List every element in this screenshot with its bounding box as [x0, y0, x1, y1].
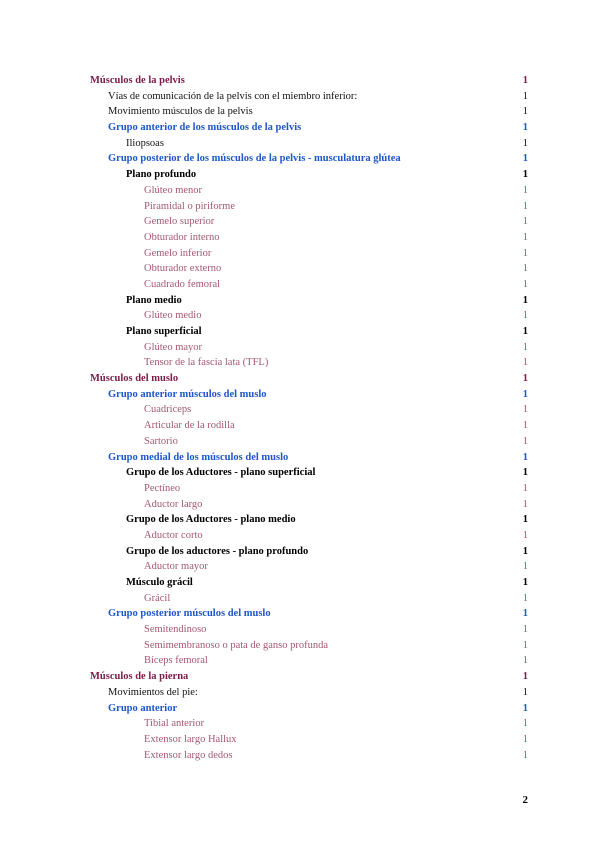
toc-entry-title: Músculos de la pierna — [90, 671, 189, 683]
toc-entry-page: 1 — [522, 200, 528, 212]
toc-entry-title: Articular de la rodilla — [144, 420, 235, 432]
toc-entry-page: 1 — [522, 451, 528, 463]
toc-entry[interactable] — [0, 716, 600, 732]
toc-entry[interactable] — [0, 544, 600, 560]
toc-entry-page: 1 — [522, 294, 528, 306]
toc-entry-page: 1 — [522, 545, 528, 557]
toc-entry[interactable] — [0, 559, 600, 575]
toc-entry[interactable] — [0, 528, 600, 544]
toc-entry[interactable] — [0, 481, 600, 497]
toc-entry-page: 1 — [522, 592, 528, 604]
toc-entry-title: Grupo de los Aductores - plano medio — [126, 514, 296, 526]
toc-entry-page: 1 — [522, 373, 528, 385]
toc-entry[interactable] — [0, 434, 600, 450]
toc-entry-page: 1 — [522, 514, 528, 526]
toc-entry[interactable] — [0, 151, 600, 167]
toc-entry[interactable] — [0, 402, 600, 418]
toc-entry-title: Gemelo superior — [144, 216, 215, 228]
toc-entry-title: Movimientos del pie: — [108, 686, 198, 698]
toc-entry-page: 1 — [522, 686, 528, 698]
toc-entry-title: Glúteo menor — [144, 184, 203, 196]
toc-entry[interactable] — [0, 277, 600, 293]
toc-entry-title: Plano medio — [126, 294, 182, 306]
toc-entry-title: Aductor largo — [144, 498, 203, 510]
toc-entry-page: 1 — [522, 184, 528, 196]
toc-entry[interactable] — [0, 748, 600, 764]
toc-entry-title: Pectíneo — [144, 482, 181, 494]
toc-entry-title: Sartorio — [144, 435, 178, 447]
toc-entry-page: 1 — [522, 608, 528, 620]
toc-entry[interactable] — [0, 701, 600, 717]
toc-entry-title: Extensor largo Hallux — [144, 733, 237, 745]
toc-entry-title: Grupo de los aductores - plano profundo — [126, 545, 309, 557]
toc-entry[interactable] — [0, 104, 600, 120]
toc-entry-title: Grupo posterior de los músculos de la pelvis - musculatura glútea — [108, 153, 401, 165]
toc-entry-title: Tensor de la fascia lata (TFL) — [144, 357, 269, 369]
toc-entry[interactable] — [0, 606, 600, 622]
toc-entry[interactable] — [0, 308, 600, 324]
toc-entry-title: Grupo anterior de los músculos de la pelvis — [108, 122, 302, 134]
toc-entry[interactable] — [0, 73, 600, 89]
toc-entry[interactable] — [0, 261, 600, 277]
toc-entry-page: 1 — [522, 749, 528, 761]
toc-entry[interactable] — [0, 622, 600, 638]
toc-entry-title: Obturador externo — [144, 263, 222, 275]
toc-entry[interactable] — [0, 512, 600, 528]
toc-entry[interactable] — [0, 497, 600, 513]
toc-entry[interactable] — [0, 89, 600, 105]
toc-entry-title: Glúteo mayor — [144, 341, 203, 353]
toc-entry-page: 1 — [522, 153, 528, 165]
toc-entry-title: Vías de comunicación de la pelvis con el miembro inferior: — [108, 90, 358, 102]
toc-entry[interactable] — [0, 293, 600, 309]
toc-entry[interactable] — [0, 214, 600, 230]
toc-entry-page: 1 — [522, 278, 528, 290]
toc-entry-page: 1 — [522, 326, 528, 337]
toc-entry[interactable] — [0, 685, 600, 701]
page-number: 2 — [522, 794, 528, 806]
toc-entry-title: Movimiento músculos de la pelvis — [108, 106, 253, 118]
toc-entry-page: 1 — [522, 529, 528, 541]
toc-entry-title: Cuadriceps — [144, 404, 192, 416]
toc-entry-title: Grupo anterior — [108, 702, 178, 714]
toc-entry-page: 1 — [522, 247, 528, 259]
toc-entry[interactable] — [0, 230, 600, 246]
toc-entry-page: 1 — [522, 733, 528, 745]
toc-entry-title: Grupo posterior músculos del muslo — [108, 608, 271, 620]
toc-entry[interactable] — [0, 371, 600, 387]
toc-entry-page: 1 — [522, 106, 528, 118]
toc-entry-title: Glúteo medio — [144, 310, 202, 322]
toc-entry-page: 1 — [522, 169, 528, 181]
toc-entry-page: 1 — [522, 577, 528, 588]
toc-entry-page: 1 — [522, 231, 528, 243]
toc-entry-page: 1 — [522, 310, 528, 322]
toc-entry-title: Músculos del muslo — [90, 373, 179, 385]
toc-entry-title: Cuadrado femoral — [144, 278, 221, 290]
toc-entry[interactable] — [0, 638, 600, 654]
toc-entry-title: Semimembranoso o pata de ganso profunda — [144, 639, 328, 651]
toc-entry-page: 1 — [522, 702, 528, 714]
toc-entry-title: Grácil — [144, 592, 171, 604]
table-of-contents — [0, 73, 600, 763]
toc-entry[interactable] — [0, 324, 600, 340]
toc-entry[interactable] — [0, 167, 600, 183]
toc-entry-title: Bíceps femoral — [144, 655, 208, 667]
toc-entry-title: Iliopsoas — [126, 137, 164, 149]
toc-entry[interactable] — [0, 591, 600, 607]
toc-entry-page: 1 — [522, 122, 528, 134]
toc-entry-page: 1 — [522, 388, 528, 400]
toc-entry-title: Plano superficial — [126, 326, 202, 337]
toc-entry-title: Plano profundo — [126, 169, 197, 181]
toc-entry-page: 1 — [522, 137, 528, 149]
toc-entry-title: Semitendinoso — [144, 624, 207, 636]
toc-entry-title: Obturador interno — [144, 231, 220, 243]
toc-entry-title: Aductor mayor — [144, 561, 208, 573]
toc-entry-page: 1 — [522, 90, 528, 102]
toc-entry-title: Tibial anterior — [144, 718, 204, 730]
toc-entry-page: 1 — [522, 671, 528, 683]
toc-entry-page: 1 — [522, 639, 528, 651]
toc-entry-page: 1 — [522, 404, 528, 416]
toc-entry-title: Grupo anterior músculos del muslo — [108, 388, 267, 400]
toc-entry[interactable] — [0, 732, 600, 748]
toc-entry-page: 1 — [522, 561, 528, 573]
toc-entry[interactable] — [0, 669, 600, 685]
toc-entry[interactable] — [0, 653, 600, 669]
toc-entry-page: 1 — [522, 498, 528, 510]
toc-entry-page: 1 — [522, 216, 528, 228]
toc-entry[interactable] — [0, 120, 600, 136]
toc-entry-title: Músculo grácil — [126, 577, 193, 588]
toc-entry[interactable] — [0, 418, 600, 434]
toc-entry[interactable] — [0, 246, 600, 262]
toc-entry-page: 1 — [522, 341, 528, 353]
toc-entry-page: 1 — [522, 420, 528, 432]
toc-entry[interactable] — [0, 199, 600, 215]
toc-entry-title: Piramidal o piriforme — [144, 200, 235, 212]
toc-entry-title: Extensor largo dedos — [144, 749, 233, 761]
toc-entry[interactable] — [0, 387, 600, 403]
toc-entry[interactable] — [0, 575, 600, 591]
toc-entry-page: 1 — [522, 357, 528, 369]
toc-entry-page: 1 — [522, 467, 528, 479]
toc-entry-title: Gemelo inferior — [144, 247, 212, 259]
toc-entry-page: 1 — [522, 263, 528, 275]
toc-entry-page: 1 — [522, 624, 528, 636]
toc-entry-page: 1 — [522, 718, 528, 730]
toc-entry[interactable] — [0, 340, 600, 356]
toc-entry-page: 1 — [522, 655, 528, 667]
toc-entry-title: Grupo de los Aductores - plano superficial — [126, 467, 316, 479]
toc-entry[interactable] — [0, 136, 600, 152]
toc-entry[interactable] — [0, 450, 600, 466]
toc-entry-title: Músculos de la pelvis — [90, 75, 185, 86]
toc-entry-page: 1 — [522, 435, 528, 447]
toc-entry[interactable] — [0, 183, 600, 199]
toc-entry-page: 1 — [522, 75, 528, 86]
toc-entry-page: 1 — [522, 482, 528, 494]
toc-entry-title: Aductor corto — [144, 529, 203, 541]
toc-entry-title: Grupo medial de los músculos del muslo — [108, 451, 289, 463]
toc-entry[interactable] — [0, 465, 600, 481]
toc-entry[interactable] — [0, 355, 600, 371]
